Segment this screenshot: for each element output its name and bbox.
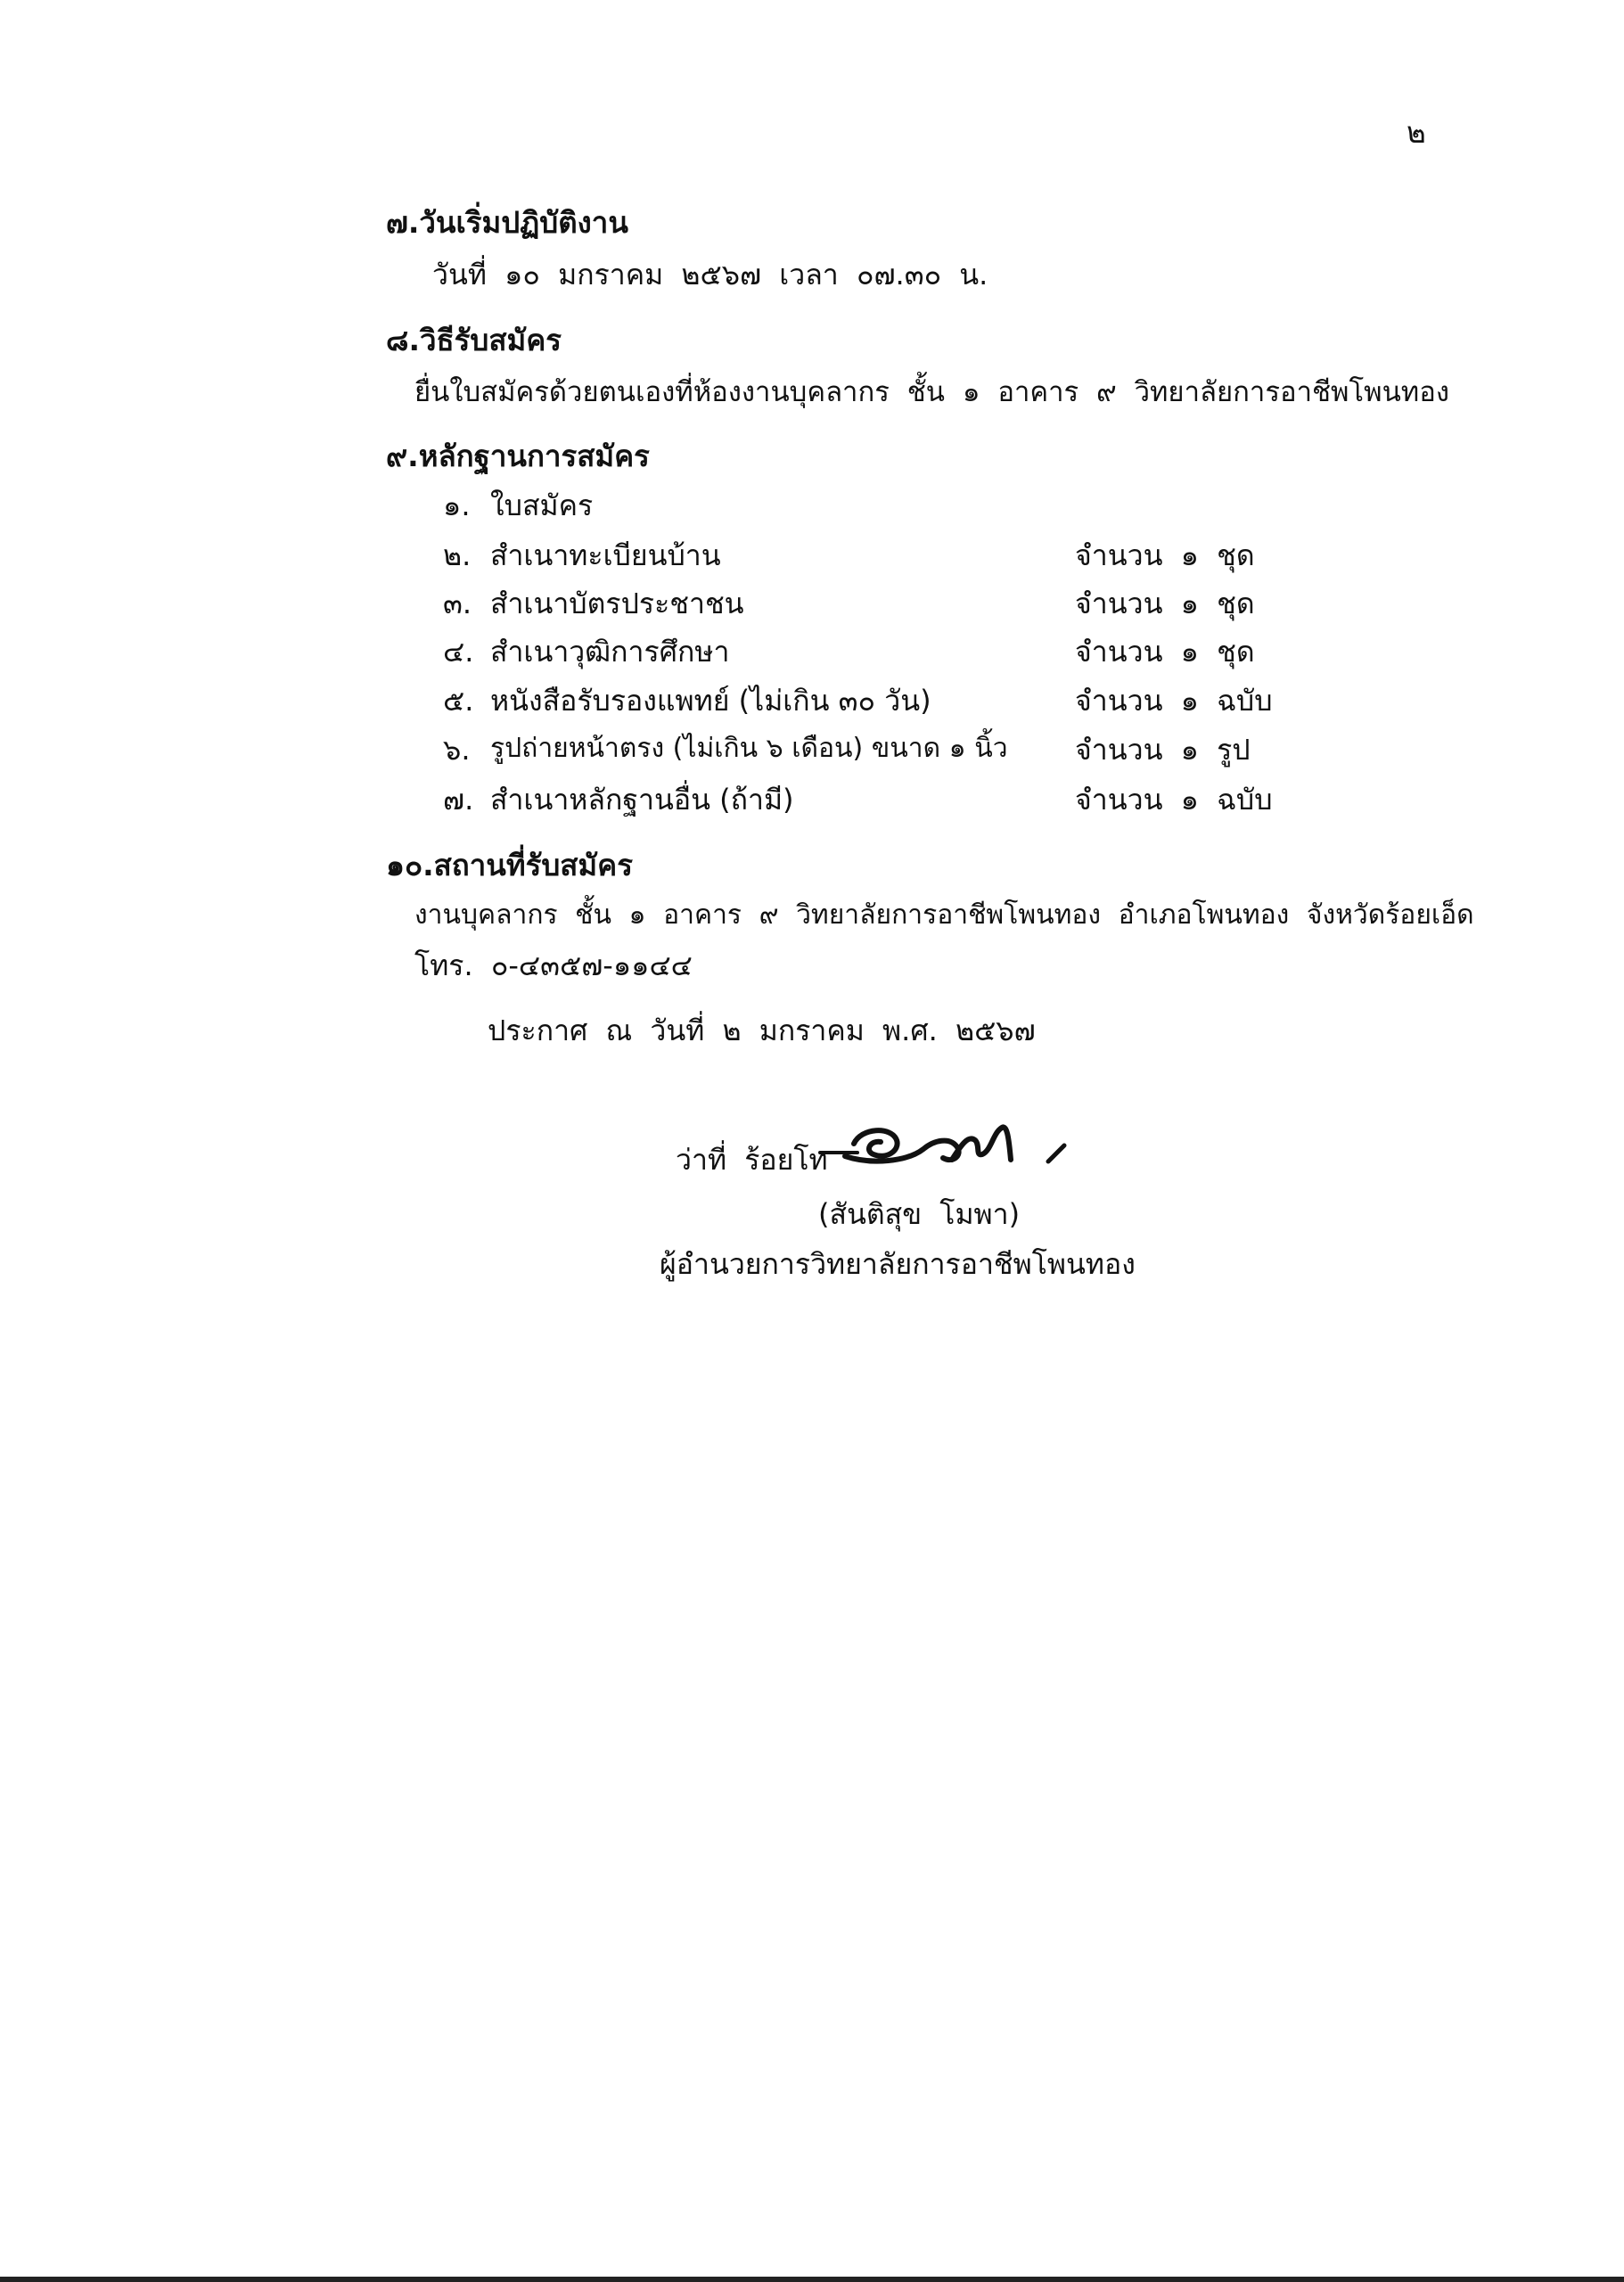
list-item-text: ใบสมัคร (490, 488, 594, 522)
list-item-text: สำเนาหลักฐานอื่น (ถ้ามี) (490, 783, 794, 817)
list-item-number: ๒. (443, 538, 472, 572)
list-item-quantity: จำนวน ๑ ชุด (1075, 587, 1255, 620)
section-10-location: งานบุคลากร ชั้น ๑ อาคาร ๙ วิทยาลัยการอาชีพโพนทอง อำเภอโพนทอง จังหวัดร้อยเอ็ด (414, 899, 1474, 931)
section-7-heading: ๗.วันเริ่มปฏิบัติงาน (386, 205, 628, 240)
list-item-text: สำเนาบัตรประชาชน (490, 587, 744, 620)
list-item-quantity: จำนวน ๑ รูป (1075, 733, 1251, 767)
list-item-text: รูปถ่ายหน้าตรง (ไม่เกิน ๖ เดือน) ขนาด ๑ นิ้ว (490, 733, 1008, 764)
list-item-quantity: จำนวน ๑ ฉบับ (1075, 684, 1273, 718)
section-10-phone: โทร. ๐-๔๓๕๗-๑๑๔๔ (414, 948, 693, 982)
announcement-date: ประกาศ ณ วันที่ ๒ มกราคม พ.ศ. ๒๕๖๗ (488, 1014, 1036, 1047)
list-item-text: หนังสือรับรองแพทย์ (ไม่เกิน ๓๐ วัน) (490, 684, 931, 718)
list-item-number: ๑. (443, 488, 471, 522)
section-10-heading: ๑๐.สถานที่รับสมัคร (386, 848, 633, 882)
list-item-number: ๔. (443, 635, 474, 669)
list-item-number: ๕. (443, 684, 474, 718)
section-8-heading: ๘.วิธีรับสมัคร (386, 323, 562, 357)
section-8-application-method: ยื่นใบสมัครด้วยตนเองที่ห้องงานบุคลากร ชั้น ๑ อาคาร ๙ วิทยาลัยการอาชีพโพนทอง (414, 376, 1449, 408)
list-item-quantity: จำนวน ๑ ฉบับ (1075, 783, 1273, 817)
list-item-text: สำเนาทะเบียนบ้าน (490, 538, 721, 572)
list-item-text: สำเนาวุฒิการศึกษา (490, 635, 730, 669)
section-7-start-date: วันที่ ๑๐ มกราคม ๒๕๖๗ เวลา ๐๗.๓๐ น. (432, 258, 988, 291)
list-item-quantity: จำนวน ๑ ชุด (1075, 538, 1255, 572)
list-item-number: ๗. (443, 783, 474, 817)
list-item-number: ๖. (443, 733, 471, 767)
list-item-number: ๓. (443, 587, 472, 620)
scan-bottom-edge (0, 2277, 1624, 2282)
handwritten-signature (818, 1110, 1103, 1181)
section-9-heading: ๙.หลักฐานการสมัคร (386, 439, 650, 473)
signatory-rank: ว่าที่ ร้อยโท (676, 1143, 828, 1177)
list-item-quantity: จำนวน ๑ ชุด (1075, 635, 1255, 669)
signatory-position: ผู้อำนวยการวิทยาลัยการอาชีพโพนทอง (660, 1247, 1136, 1281)
page-number: ๒ (1407, 115, 1426, 150)
signatory-name: (สันติสุข โมพา) (818, 1197, 1021, 1231)
